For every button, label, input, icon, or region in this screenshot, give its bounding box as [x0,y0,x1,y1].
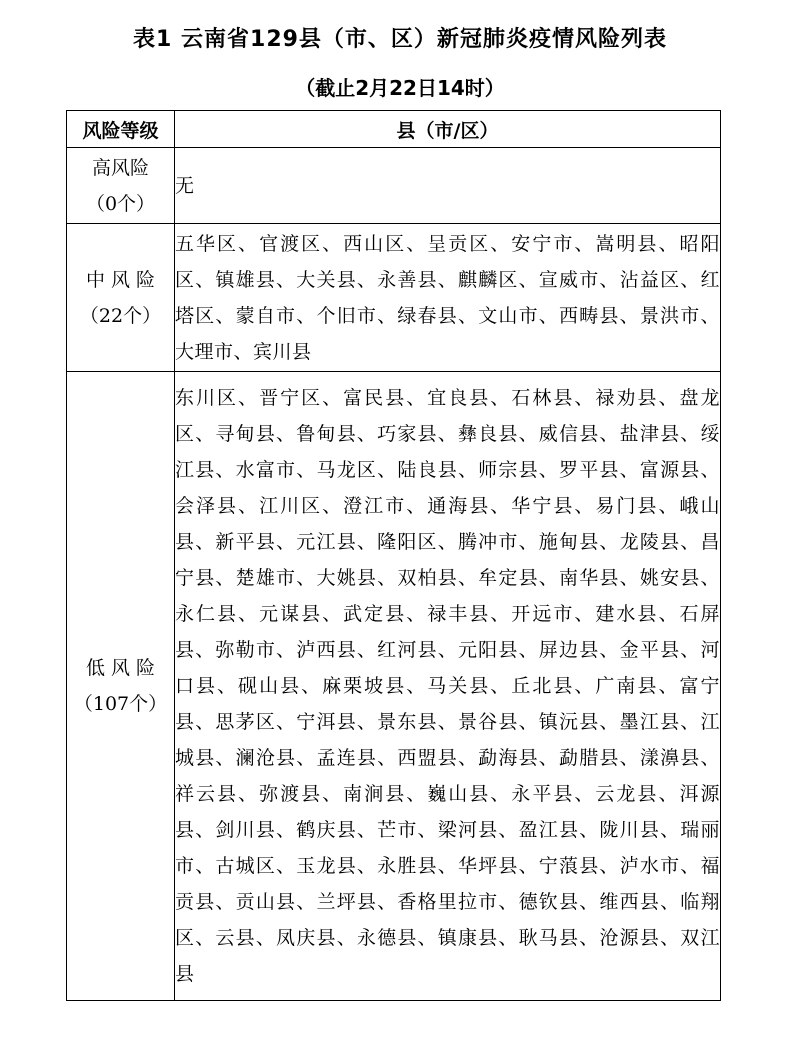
risk-level-cell [67,148,175,224]
table-header-row [67,111,721,148]
document-title: 表1 云南省129县（市、区）新冠肺炎疫情风险列表 [133,27,667,52]
document-subtitle: （截止2月22日14时） [295,76,505,100]
risk-level-count: （0个） [85,192,156,215]
counties-cell: 无 [175,148,721,224]
risk-table [66,110,721,1001]
header-risk-level: 风险等级 [67,111,175,148]
table-row [67,148,721,224]
counties-cell: 五华区、官渡区、西山区、呈贡区、安宁市、嵩明县、昭阳区、镇雄县、大关县、永善县、麒麟区、宣威市、沾益区、红塔区、蒙自市、个旧市、绿春县、文山市、西畴县、景洪市、大理市、宾川县 [175,224,721,372]
header-counties: 县（市/区） [175,111,721,148]
table-row [67,224,721,372]
risk-level-label: 低 风 险 [85,657,156,679]
risk-level-count: （22个） [79,304,162,327]
risk-level-count: （107个） [73,693,168,715]
table-row [67,372,721,1001]
risk-level-label: 高风险 [91,156,149,179]
counties-cell: 东川区、晋宁区、富民县、宜良县、石林县、禄劝县、盘龙区、寻甸县、鲁甸县、巧家县、彝良县、威信县、盐津县、绥江县、水富市、马龙区、陆良县、师宗县、罗平县、富源县、会泽县、江川区、澄江市、通海县、华宁县、易门县、峨山县、新平县、元江县、隆阳区、腾冲市、施甸县、龙陵县、昌宁县、楚雄市、大姚县、双柏县、牟定县、南华县、姚安县、永仁县、元谋县、武定县、禄丰县、开远市、建水县、石屏县、弥勒市、泸西县、红河县、元阳县、屏边县、金平县、河口县、砚山县、麻栗坡县、马关县、丘北县、广南县、富宁县、思茅区、宁洱县、景东县、景谷县、镇沅县、墨江县、江城县、澜沧县、孟连县、西盟县、勐海县、勐腊县、漾濞县、祥云县、弥渡县、南涧县、巍山县、永平县、云龙县、洱源县、剑川县、鹤庆县、芒市、梁河县、盈江县、陇川县、瑞丽市、古城区、玉龙县、永胜县、华坪县、宁蒗县、泸水市、福贡县、贡山县、兰坪县、香格里拉市、德钦县、维西县、临翔区、云县、凤庆县、永德县、镇康县、耿马县、沧源县、双江县 [175,372,721,1001]
risk-level-cell [67,224,175,372]
risk-level-cell [67,372,175,1001]
risk-level-label: 中 风 险 [85,268,156,291]
